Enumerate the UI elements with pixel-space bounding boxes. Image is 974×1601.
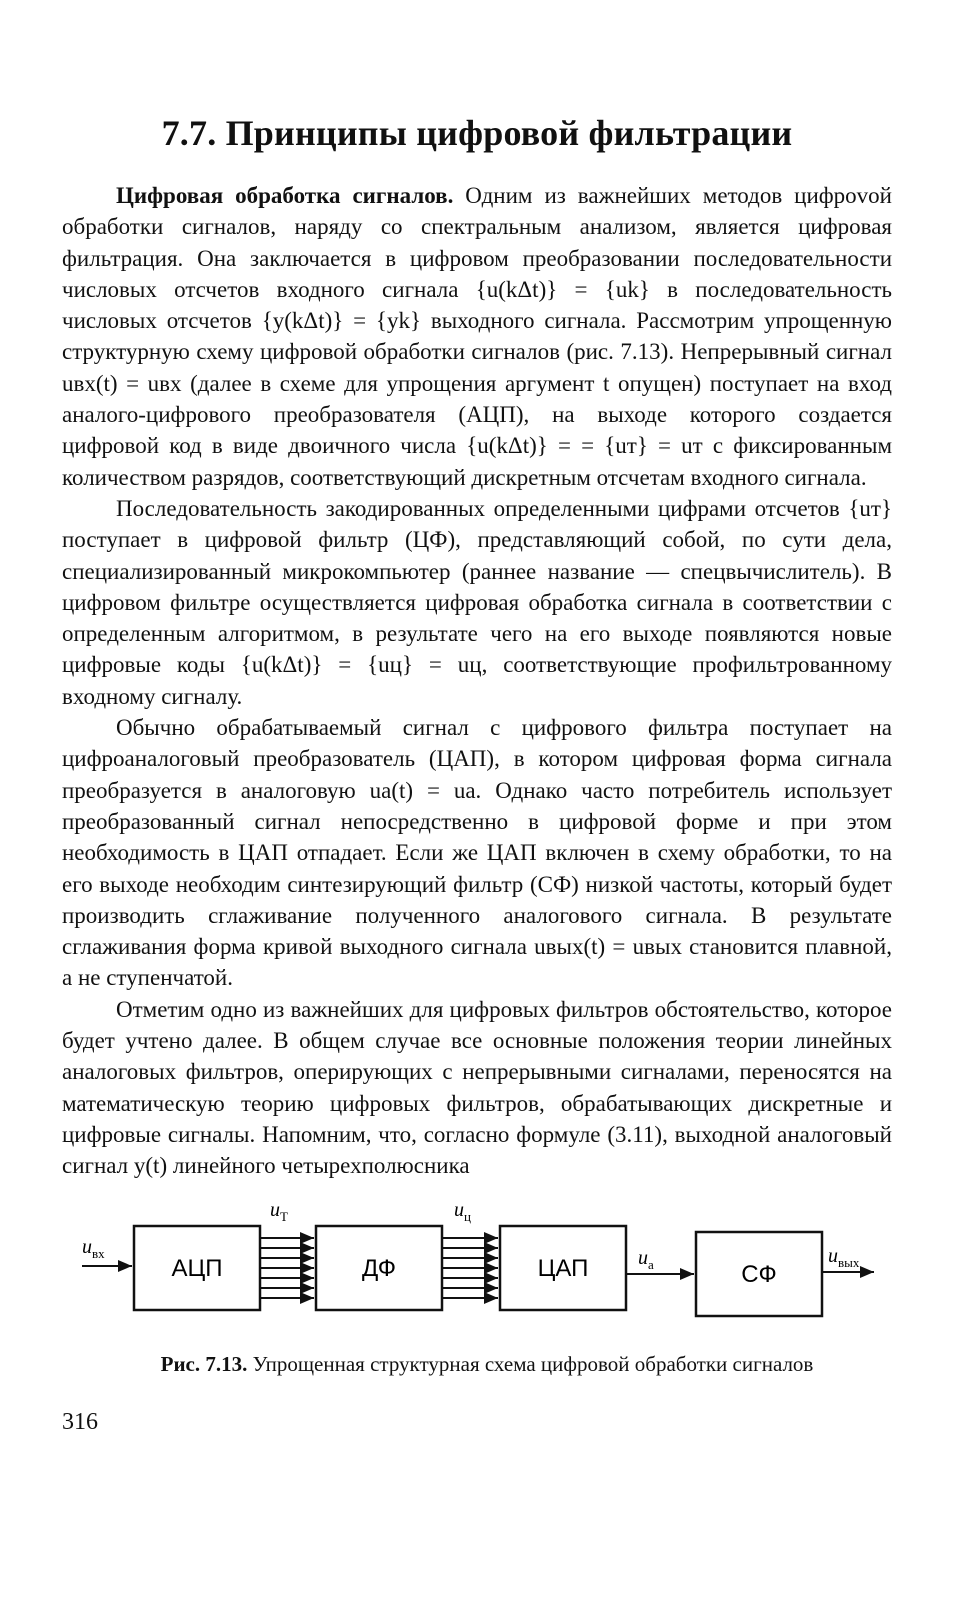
block-dac-label: ЦАП	[537, 1255, 589, 1282]
signal-c-label: $u_ц$	[454, 1199, 471, 1224]
bus-t	[260, 1238, 314, 1298]
page-number: 316	[62, 1409, 98, 1435]
paragraph-2	[62, 493, 892, 712]
paragraph-1	[62, 180, 892, 493]
bus-c	[442, 1238, 498, 1298]
figure-caption-label: Рис. 7.13.	[160, 1352, 248, 1376]
paragraph-lead: Цифровая обработка сигналов.	[116, 183, 454, 208]
signal-in-label: $u_{вх}$	[82, 1236, 105, 1261]
section-title: 7.7. Принципы цифровой фильтрации	[161, 113, 793, 153]
block-diagram	[80, 1198, 880, 1328]
paragraph-text: Одним из важнейших методов цифроvой обработки сигналов, наряду со спектральным анализом, является цифровая фильтрация. Она заключается в цифровом преобразовании последовательности числовых отсчетов входного сигнала {u(kΔt)} = {uk} в последовательность числовых отсчетов {y(kΔt)} = {yk} выходного сигнала. Рассмотрим упрощенную структурную схему цифровой обработки сигналов (рис. 7.13). Непрерывный сигнал uвх(t) = uвх (далее в схеме для упрощения аргумент t опущен) поступает на вход аналого-цифрового преобразователя (АЦП), на выходе которого создается цифровой код в виде двоичного числа {u(kΔt)} = = {uт} = uт с фиксированным количеством разрядов, соответствующий дискретным отсчетам входного сигнала.	[62, 183, 892, 490]
paragraph-text: Последовательность закодированных определенными цифрами отсчетов {uт} поступает в цифровой фильтр (ЦФ), представляющий собой, по сути дела, специализированный микрокомпьютер (раннее название — спецвычислитель). В цифровом фильтре осуществляется цифровая обработка сигнала в соответствии с определенным алгоритмом, в результате чего на его выходе появляются новые цифровые коды {u(kΔt)} = {uц} = uц, соответствующие профильтрованному входному сигналу.	[62, 495, 892, 709]
block-adc-label: АЦП	[171, 1255, 223, 1282]
paragraph-text: Отметим одно из важнейших для цифровых фильтров обстоятельство, которое будет учтено далее. В общем случае все основные положения теории линейных аналоговых фильтров, оперирующих с непрерывными сигналами, переносятся на математическую теорию цифровых фильтров, обрабатывающих дискретные и цифровые сигналы. Напомним, что, согласно формуле (3.11), выходной аналоговый сигнал y(t) линейного четырехполюсника	[62, 996, 892, 1179]
paragraph-text: Обычно обрабатываемый сигнал с цифрового фильтра поступает на цифроаналоговый преобразователь (ЦАП), в котором цифровая форма сигнала преобразуется в аналоговую uа(t) = uа. Однако часто потребитель использует преобразованный сигнал непосредственно в цифровой форме и при этом необходимость в ЦАП отпадает. Если же ЦАП включен в схему обработки, то на его выходе необходим синтезирующий фильтр (СФ) низкой частоты, который будет производить сглаживание полученного аналогового сигнала. В результате сглаживания форма кривой выходного сигнала uвых(t) = uвых становится плавной, а не ступенчатой.	[62, 715, 892, 991]
signal-t-label: $u_T$	[270, 1199, 288, 1224]
signal-out-label: $u_{вых}$	[828, 1245, 860, 1270]
figure-caption-text: Упрощенная структурная схема цифровой обработки сигналов	[247, 1352, 814, 1376]
block-df-label: ДФ	[362, 1255, 396, 1282]
block-sf-label: СФ	[741, 1261, 777, 1288]
paragraph-3	[62, 712, 892, 994]
paragraph-4	[62, 994, 892, 1182]
signal-a-label: $u_а$	[638, 1247, 654, 1272]
page-content	[62, 112, 892, 1182]
figure-caption	[62, 1352, 912, 1377]
